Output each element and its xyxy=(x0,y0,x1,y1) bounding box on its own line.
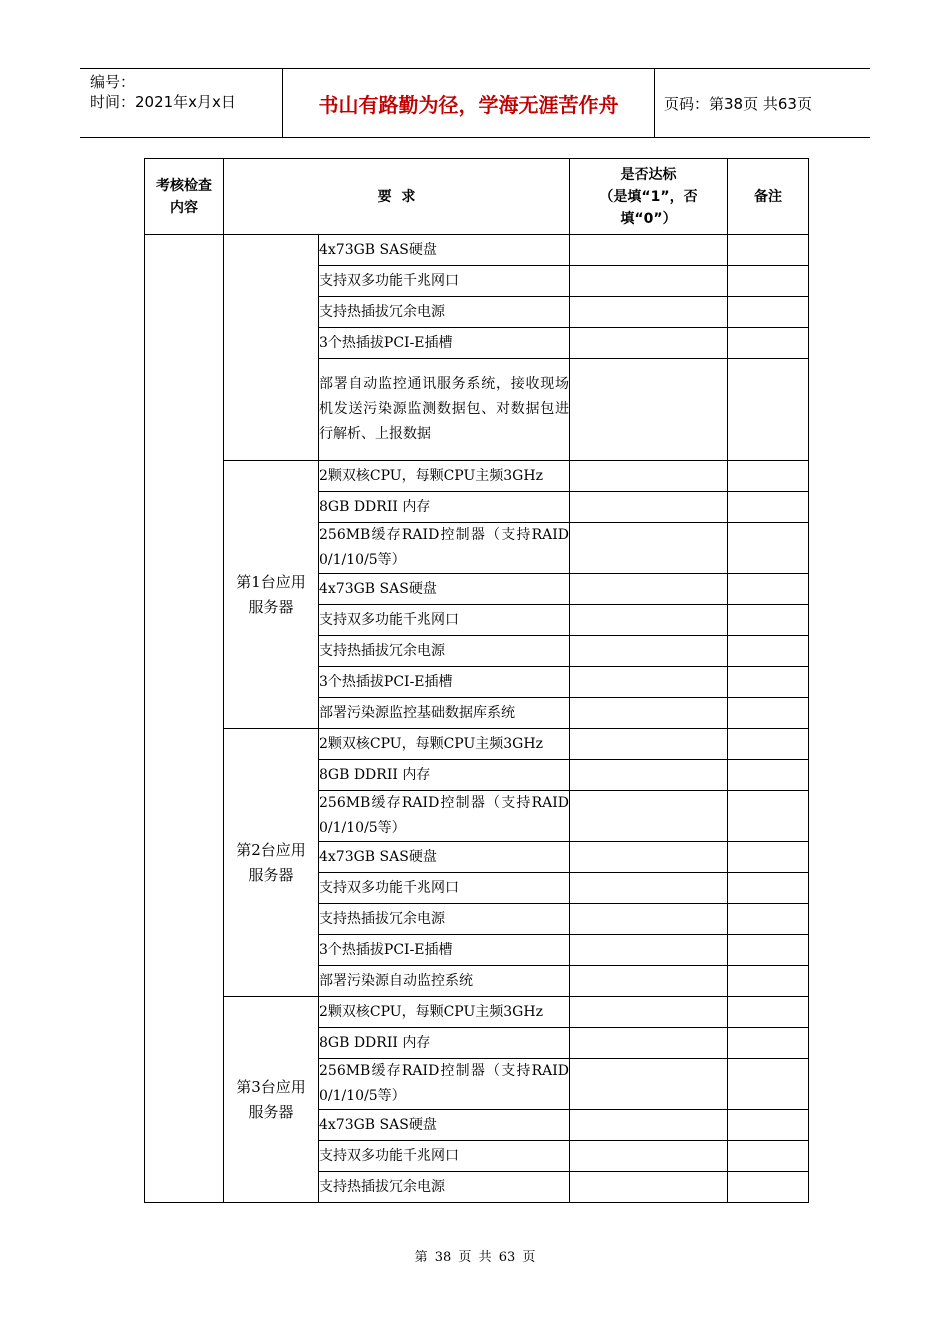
requirement-cell: 支持双多功能千兆网口 xyxy=(319,1141,570,1172)
requirement-cell: 2颗双核CPU，每颗CPU主频3GHz xyxy=(319,729,570,760)
met-standard-cell[interactable] xyxy=(570,667,728,698)
met-standard-cell[interactable] xyxy=(570,328,728,359)
header-meta xyxy=(80,69,283,137)
met-standard-cell[interactable] xyxy=(570,1059,728,1110)
met-standard-cell[interactable] xyxy=(570,574,728,605)
inspection-table xyxy=(144,158,809,1203)
met-standard-cell[interactable] xyxy=(570,235,728,266)
met-standard-cell[interactable] xyxy=(570,935,728,966)
note-cell[interactable] xyxy=(728,359,809,461)
note-cell[interactable] xyxy=(728,904,809,935)
requirement-cell: 256MB缓存RAID控制器（支持RAID 0/1/10/5等） xyxy=(319,523,570,574)
table-row xyxy=(145,461,809,492)
note-cell[interactable] xyxy=(728,966,809,997)
table-row xyxy=(145,997,809,1028)
table-row xyxy=(145,235,809,266)
note-cell[interactable] xyxy=(728,461,809,492)
met-standard-cell[interactable] xyxy=(570,791,728,842)
note-cell[interactable] xyxy=(728,729,809,760)
requirement-cell: 4x73GB SAS硬盘 xyxy=(319,574,570,605)
requirement-cell: 2颗双核CPU，每颗CPU主频3GHz xyxy=(319,997,570,1028)
requirement-cell: 4x73GB SAS硬盘 xyxy=(319,842,570,873)
note-cell[interactable] xyxy=(728,1028,809,1059)
requirement-cell: 256MB缓存RAID控制器（支持RAID 0/1/10/5等） xyxy=(319,1059,570,1110)
note-cell[interactable] xyxy=(728,492,809,523)
table-row xyxy=(145,729,809,760)
met-standard-cell[interactable] xyxy=(570,1141,728,1172)
note-cell[interactable] xyxy=(728,698,809,729)
note-cell[interactable] xyxy=(728,1110,809,1141)
inspection-category-cell xyxy=(145,235,224,1203)
requirement-cell: 256MB缓存RAID控制器（支持RAID 0/1/10/5等） xyxy=(319,791,570,842)
met-standard-cell[interactable] xyxy=(570,605,728,636)
note-cell[interactable] xyxy=(728,235,809,266)
requirement-cell: 3个热插拔PCI-E插槽 xyxy=(319,667,570,698)
requirement-cell: 部署污染源监控基础数据库系统 xyxy=(319,698,570,729)
met-standard-cell[interactable] xyxy=(570,842,728,873)
met-standard-cell[interactable] xyxy=(570,698,728,729)
requirement-cell: 支持热插拔冗余电源 xyxy=(319,904,570,935)
met-standard-cell[interactable] xyxy=(570,523,728,574)
requirement-cell: 8GB DDRII 内存 xyxy=(319,492,570,523)
met-standard-cell[interactable] xyxy=(570,1028,728,1059)
note-cell[interactable] xyxy=(728,842,809,873)
met-standard-cell[interactable] xyxy=(570,1110,728,1141)
note-cell[interactable] xyxy=(728,760,809,791)
requirement-cell: 4x73GB SAS硬盘 xyxy=(319,235,570,266)
met-standard-cell[interactable] xyxy=(570,904,728,935)
page-header xyxy=(80,68,870,138)
note-cell[interactable] xyxy=(728,1059,809,1110)
met-standard-cell[interactable] xyxy=(570,873,728,904)
note-cell[interactable] xyxy=(728,935,809,966)
requirement-cell: 3个热插拔PCI-E插槽 xyxy=(319,328,570,359)
requirement-cell: 部署污染源自动监控系统 xyxy=(319,966,570,997)
header-motto: 书山有路勤为径，学海无涯苦作舟 xyxy=(283,69,655,137)
note-cell[interactable] xyxy=(728,667,809,698)
col-header-item: 考核检查内容 xyxy=(145,159,224,235)
note-cell[interactable] xyxy=(728,523,809,574)
doc-number-label: 编号： xyxy=(90,73,136,91)
note-cell[interactable] xyxy=(728,605,809,636)
requirement-cell: 2颗双核CPU，每颗CPU主频3GHz xyxy=(319,461,570,492)
page-footer: 第 38 页 共 63 页 xyxy=(414,1250,536,1265)
met-standard-cell[interactable] xyxy=(570,359,728,461)
note-cell[interactable] xyxy=(728,791,809,842)
server-group-label xyxy=(224,235,319,461)
met-standard-cell[interactable] xyxy=(570,266,728,297)
note-cell[interactable] xyxy=(728,997,809,1028)
note-cell[interactable] xyxy=(728,297,809,328)
requirement-cell: 3个热插拔PCI-E插槽 xyxy=(319,935,570,966)
server-group-label: 第3台应用服务器 xyxy=(224,997,319,1203)
note-cell[interactable] xyxy=(728,636,809,667)
met-standard-cell[interactable] xyxy=(570,636,728,667)
met-standard-cell[interactable] xyxy=(570,966,728,997)
requirement-cell: 8GB DDRII 内存 xyxy=(319,1028,570,1059)
requirement-cell: 部署自动监控通讯服务系统，接收现场机发送污染源监测数据包、对数据包进行解析、上报数据 xyxy=(319,359,570,461)
requirement-cell: 8GB DDRII 内存 xyxy=(319,760,570,791)
requirement-cell: 4x73GB SAS硬盘 xyxy=(319,1110,570,1141)
note-cell[interactable] xyxy=(728,574,809,605)
met-standard-cell[interactable] xyxy=(570,492,728,523)
met-standard-cell[interactable] xyxy=(570,997,728,1028)
server-group-label: 第1台应用服务器 xyxy=(224,461,319,729)
col-header-met: 是否达标 （是填“1”，否填“0”） xyxy=(570,159,728,235)
header-page-code: 页码：第38页 共63页 xyxy=(664,94,812,113)
table-header-row xyxy=(145,159,809,235)
requirement-cell: 支持热插拔冗余电源 xyxy=(319,297,570,328)
note-cell[interactable] xyxy=(728,1141,809,1172)
note-cell[interactable] xyxy=(728,328,809,359)
requirement-cell: 支持双多功能千兆网口 xyxy=(319,605,570,636)
requirement-cell: 支持双多功能千兆网口 xyxy=(319,266,570,297)
met-standard-cell[interactable] xyxy=(570,461,728,492)
met-standard-cell[interactable] xyxy=(570,760,728,791)
note-cell[interactable] xyxy=(728,266,809,297)
note-cell[interactable] xyxy=(728,1172,809,1203)
col-header-requirement: 要 求 xyxy=(224,159,570,235)
met-standard-cell[interactable] xyxy=(570,729,728,760)
requirement-cell: 支持热插拔冗余电源 xyxy=(319,636,570,667)
server-group-label: 第2台应用服务器 xyxy=(224,729,319,997)
table-body xyxy=(145,235,809,1203)
col-header-note: 备注 xyxy=(728,159,809,235)
note-cell[interactable] xyxy=(728,873,809,904)
met-standard-cell[interactable] xyxy=(570,297,728,328)
requirement-cell: 支持热插拔冗余电源 xyxy=(319,1172,570,1203)
met-standard-cell[interactable] xyxy=(570,1172,728,1203)
requirement-cell: 支持双多功能千兆网口 xyxy=(319,873,570,904)
doc-time-label: 时间：2021年x月x日 xyxy=(90,93,236,111)
